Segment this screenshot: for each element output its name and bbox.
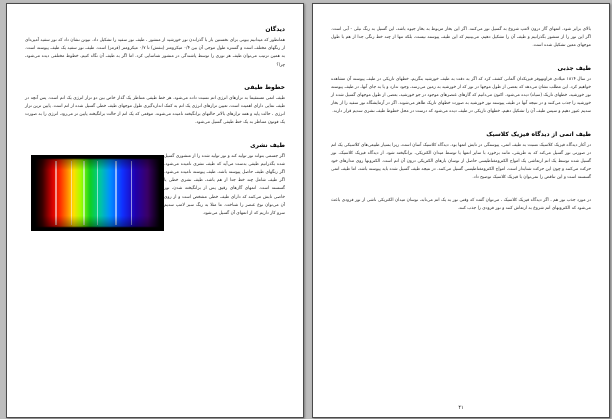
section-text: در سال ۱۸۱۴ میلادی فراونهوفر فیزیکدان آلمانی کشف کرد که اگر به دقت به طیف خورشید بنگریم، خطهای تاریکی در طیف پیوسته آن مشاهده خواهیم کرد. این مطلب نشان می‌دهد که بعضی از طول موجها در نور که از خورشید به زمین می‌رسد، وجود ندارد و یا به جای آنها، در طیف پیوسته نور خورشید، خطهای تاریک (سیاه) دیده می‌شود. اکنون می‌دانیم که گازهای عنصرهای موجود در جو خورشید، بعضی از طول موجهای گسیل شده از خورشید را جذب می‌کنند و در نتیجه آنها در طیف پیوسته نور خورشید به صورت خطهای تاریک ظاهر می‌شوند. اگر در آزمایشگاه نور سفید را از بخار سدیم عبور دهیم و سپس طیف آن را تشکیل دهیم، خطهای تاریکی در طیف دیده می‌شود که درست در محل خطوط طیف نشری سدیم قرار دارند.	[331, 76, 591, 115]
section-text: در مورد جذب نور هم ، اگر دیدگاه فیزیک کلاسیک ، می‌توان گفت که وقتی نور به یک اتم می‌تابد، نوسان میدان الکتریکی ناشی از نور فرودی باعث می‌شود که الکترونهای اتم شروع به ارتعاش کنند و نور فرودی را جذب کنند.	[331, 197, 591, 211]
section-text: بالای برابر شود. اتمهای گاز درون لامپ شروع به گسیل نور می‌کنند. اگر این بخار مربوط به بخار جیوه باشد، این گسیل به رنگ نیلی - آبی است. اگر این نور را از منشور بگذرانیم و طیف آن را تشکیل دهیم، می‌بینیم که این طیف پیوسته نیست، بلکه تنها از چند خط رنگی جدا از هم با طول موجهای معین تشکیل شده است.	[331, 27, 591, 49]
spectrum-shade	[31, 155, 164, 231]
left-page	[6, 3, 304, 418]
section-heading: خطوط طیفی	[244, 83, 285, 91]
right-page-content	[331, 26, 591, 409]
right-page	[312, 3, 610, 418]
section-classical-view	[331, 131, 591, 183]
section-text: اگر جسمی بتواند نور تولید کند و نور تولید شده را از منشوری گسیل شده بگذرانیم طیفی بدست می‌آید که طیف نشری نامیده می‌شود. اگر رنگهای طیف حاصل پیوسته باشد، طیف پیوسته نامیده می‌شود. اگر طیف شامل چند خط جدا از هم باشد، طیف نشری خطی یا گسسته است. اتمهای گازهای رقیق پس از برانگیخته شدن، نور خاصی تابش می‌کنند که دارای طیف خطی مشخص است و از روی آن می‌توان نوع عنصر را شناخت. ما مثلا به رنگ سبز لامپ سدیم سرو کار داریم که از اتمهای آن گسیل می‌شود.	[164, 153, 285, 217]
spectrum-text-wrap	[25, 153, 285, 233]
section-absorption-classical	[331, 197, 591, 213]
section-absorption-spectrum	[331, 65, 591, 117]
section-continuation	[331, 26, 591, 51]
section-spectral-lines	[25, 84, 285, 128]
section-text: طیف اتمی مستقیما به ترازهای انرژی اتم نسبت داده می‌شود. هر خط طیفی متناظر یک گذار خاص بین دو تراز انرژی یک اتم است. پس آنچه در طیف نمایی دارای اهمیت است، تعیین ترازهای انرژی یک اتم به کمک اندازه‌گیری طول موجهای طیف خطی گسیل شده از اتم است. پایین ترین تراز انرژی ، حالت پایه و همه ترازهای بالاتر حالتهای برانگیخته نامیده می‌شوند. موقعی که یک اتم از حالت برانگیخته پایین تر می‌رود، انرژی را به صورت یک فوتون متناظر به یک خط طیفی گسیل می‌شود.	[25, 95, 285, 126]
section-heading: طیف جذبی	[557, 64, 591, 72]
section-heading: طیف اتمی از دیدگاه فیزیک کلاسیک	[486, 130, 591, 138]
page-number: ۴۱	[458, 405, 464, 411]
section-emission-spectrum	[25, 142, 285, 233]
section-heading: دیدگان	[265, 26, 285, 33]
left-page-content	[25, 26, 285, 409]
section-text: همانطور که میدانیم بیونی برای نخستین بار با گذراندن نور خورشید از منشور ، طیف نور سفید را تشکیل داد. نیوتن نشان داد که نور سفید آمیزه‌ای از رنگهای مختلف است و گستره طول موجی آن بین ۰/۴ میکرومتر (بنفش) تا ۰/۷ میکرومتر (قرمز) است. طیف نور سفید یک طیف پیوسته است. به همین ترتیب می‌توان طیف هر نوری را توسط پاشندگی در منشور شناسایی کرد. اما اگر به طیف آن نگاه کنیم، خطوط مختلفی دیده می‌شود، چرا؟	[25, 38, 285, 68]
emission-spectrum-image	[31, 155, 164, 231]
section-heading: طیف نشری	[250, 141, 285, 149]
section-text: در آغاز دیدگاه فیزیک کلاسیک نسبت به طیف اتمی، پیوستگی در تابش اتمها بود. دیدگاه کلاسیک آسان است، زیرا بسیار طبیعی‌های کلاسیکی یک اتم در صورتی نور گسیل می‌کند که به طریقی، مانند برخورد با سایر اتمها یا توسط میدان الکتریکی، برانگیخته شود. از دیدگاه فیزیک کلاسیک، نور گسیل شده توسط یک اتم ارتعاشی یک امواج الکترومغناطیسی حاصل از نوسان بارهای الکتریکی درون آن اتم است. الکترونها روی مدارهای خود حرکت می‌کنند و چون این حرکت شتابدار است، امواج الکترومغناطیسی گسیل می‌کنند. در نتیجه طیف گسیل شده باید پیوسته باشد، اما طیف اتمی گسسته است و این تناقض را نمی‌توان با فیزیک کلاسیک توضیح داد.	[331, 142, 591, 181]
section-observers	[25, 26, 285, 70]
